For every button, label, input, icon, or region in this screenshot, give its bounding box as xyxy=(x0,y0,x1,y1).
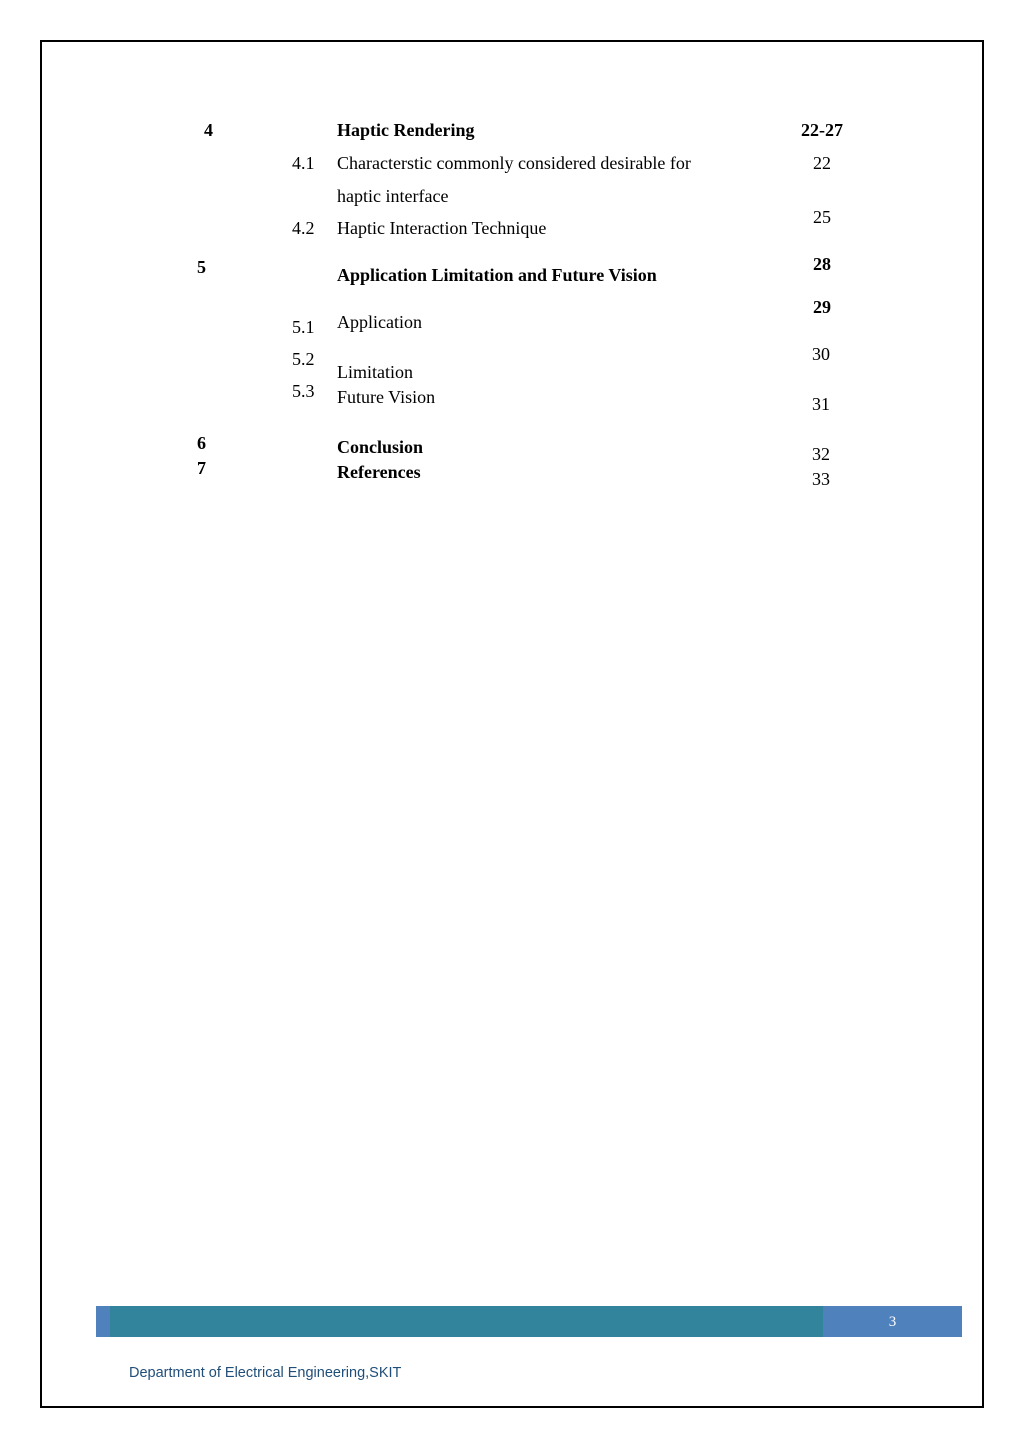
section-4-1-title-line1: Characterstic commonly considered desirable for xyxy=(337,153,691,173)
section-5-2-number: 5.2 xyxy=(292,349,315,369)
chapter-7-number: 7 xyxy=(197,458,206,478)
page-number: 3 xyxy=(888,1314,897,1330)
chapter-5-number: 5 xyxy=(197,257,206,277)
chapter-4-title: Haptic Rendering xyxy=(337,120,475,140)
chapter-5-title: Application Limitation and Future Vision xyxy=(337,265,657,285)
section-5-3-title: Future Vision xyxy=(337,387,436,407)
section-5-3-number: 5.3 xyxy=(292,381,315,401)
section-5-2-title: Limitation xyxy=(337,362,413,382)
section-5-2-page: 30 xyxy=(812,344,830,364)
section-5-3-page: 31 xyxy=(812,394,830,414)
footer-bar xyxy=(110,1306,823,1337)
footer-department: Department of Electrical Engineering,SKIT xyxy=(129,1365,402,1381)
page-border xyxy=(40,40,984,1408)
chapter-5-page: 28 xyxy=(813,254,831,274)
chapter-6-page: 32 xyxy=(812,444,830,464)
section-4-1-title-line2: haptic interface xyxy=(337,186,449,206)
footer-bar-left xyxy=(96,1306,110,1337)
chapter-4-number: 4 xyxy=(204,120,213,140)
chapter-6-number: 6 xyxy=(197,433,206,453)
section-5-1-title: Application xyxy=(337,312,422,332)
section-5-1-number: 5.1 xyxy=(292,317,315,337)
section-4-1-number: 4.1 xyxy=(292,153,315,173)
chapter-6-title: Conclusion xyxy=(337,437,424,457)
section-4-1-page: 22 xyxy=(813,153,831,173)
section-4-2-number: 4.2 xyxy=(292,218,315,238)
chapter-7-title: References xyxy=(337,462,421,482)
chapter-7-page: 33 xyxy=(812,469,830,489)
section-4-2-title: Haptic Interaction Technique xyxy=(337,218,547,238)
chapter-4-page: 22-27 xyxy=(801,120,843,140)
section-4-2-page: 25 xyxy=(813,207,831,227)
section-5-1-page: 29 xyxy=(813,297,831,317)
